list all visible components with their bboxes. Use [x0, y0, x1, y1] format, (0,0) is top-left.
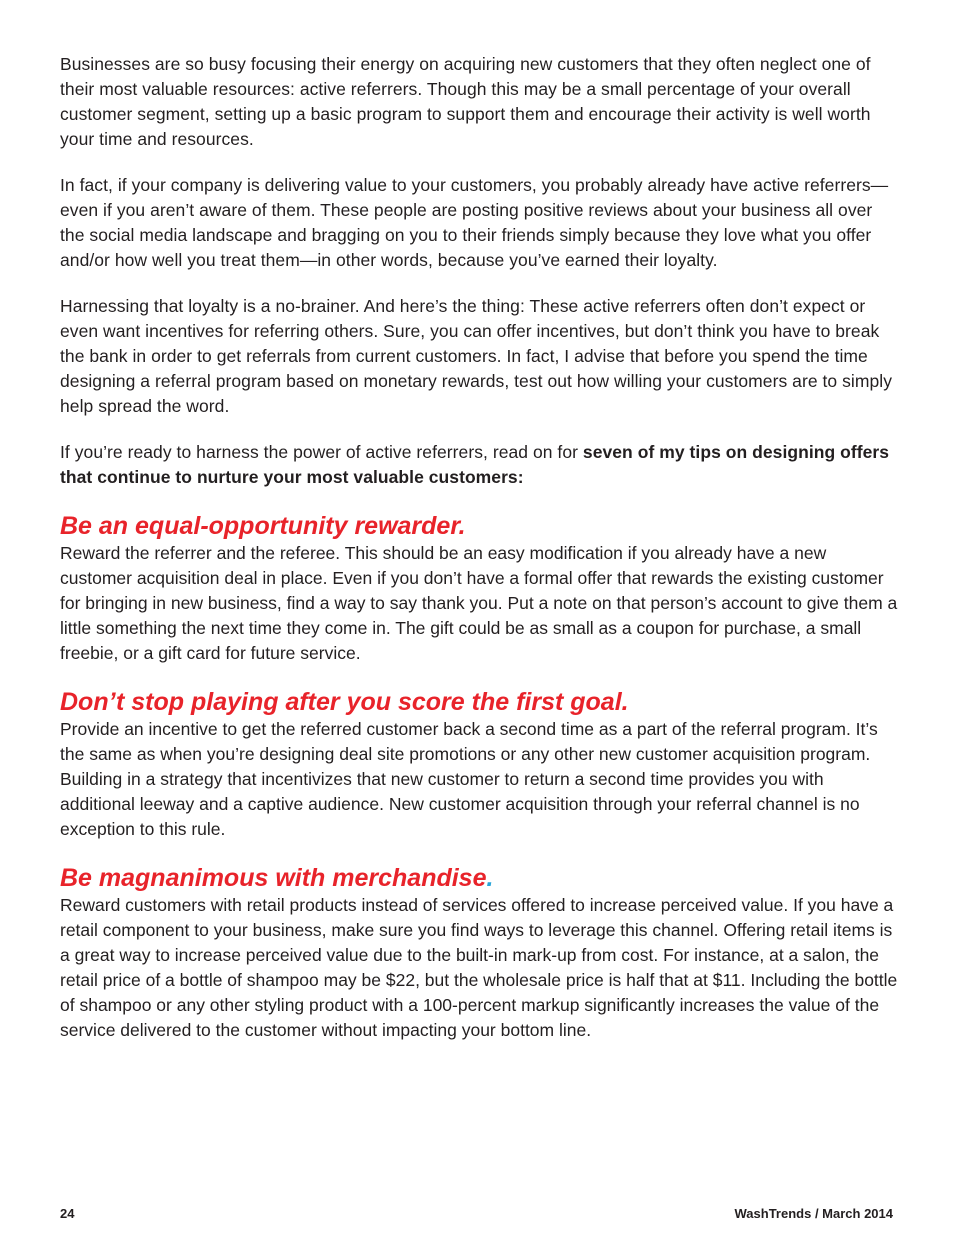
tip-body-1: Reward the referrer and the referee. This should be an easy modification if you already have a new customer acquisition deal in place. Even if you don’t have a formal offer that rewards the existing customer for bringing in new business, find a way to say thank you. Put a note on that person’s account to give them a little something the next time they come in. The gift could be as small as a coupon for purchase, a small freebie, or a gift card for future service. [60, 543, 898, 663]
intro-paragraph-4-lead: If you’re ready to harness the power of active referrers, read on for [60, 442, 583, 462]
tip-heading-2: Don’t stop playing after you score the first goal. [60, 688, 629, 716]
intro-paragraph-4 [60, 440, 900, 490]
tip-body-2: Provide an incentive to get the referred customer back a second time as a part of the referral program. It’s the same as when you’re designing deal site promotions or any other new customer acquisition program. Building in a strategy that incentivizes that new customer to return a second time provides you with additional leeway and a captive audience. New customer acquisition through your referral channel is no exception to this rule. [60, 719, 878, 839]
intro-paragraph-2: In fact, if your company is delivering value to your customers, you probably already have active referrers—even if you aren’t aware of them. These people are posting positive reviews about your business all over the social media landscape and bragging on you to their friends simply because they love what you offer and/or how well you treat them—in other words, because you’ve earned their loyalty. [60, 175, 889, 270]
tip-heading-1: Be an equal-opportunity rewarder. [60, 512, 466, 540]
intro-paragraph-1: Businesses are so busy focusing their energy on acquiring new customers that they often neglect one of their most valuable resources: active referrers. Though this may be a small percentage of your overall customer segment, setting up a basic program to support them and encourage their activity is well worth your time and resources. [60, 54, 871, 149]
tip-heading-3-text: Be magnanimous with merchandise [60, 864, 487, 892]
article-page [60, 52, 900, 1064]
intro-paragraph-3: Harnessing that loyalty is a no-brainer. And here’s the thing: These active referrers often don’t expect or even want incentives for referring others. Sure, you can offer incentives, but don’t think you have to break the bank in order to get referrals from current customers. In fact, I advise that before you spend the time designing a referral program based on monetary rewards, test out how willing your customers are to simply help spread the word. [60, 296, 893, 416]
page-number: 24 [60, 1206, 75, 1221]
tip-heading-3-dot: . [486, 864, 494, 892]
tip-body-3: Reward customers with retail products instead of services offered to increase perceived value. If you have a retail component to your business, make sure you find ways to leverage this channel. Offering retail items is a great way to increase perceived value due to the built-in mark-up from cost. For instance, at a salon, the retail price of a bottle of shampoo may be $22, but the wholesale price is half that at $11. Including the bottle of shampoo or any other styling product with a 100-percent markup significantly increases the value of the service delivered to the customer without impacting your bottom line. [60, 895, 898, 1040]
intro-paragraph-4-bold: seven of my tips on designing offers that continue to nurture your most valuable customers: [60, 442, 890, 487]
publication-credit: WashTrends / March 2014 [734, 1206, 893, 1221]
tip-heading-3 [60, 863, 900, 893]
page-footer [60, 1206, 893, 1222]
